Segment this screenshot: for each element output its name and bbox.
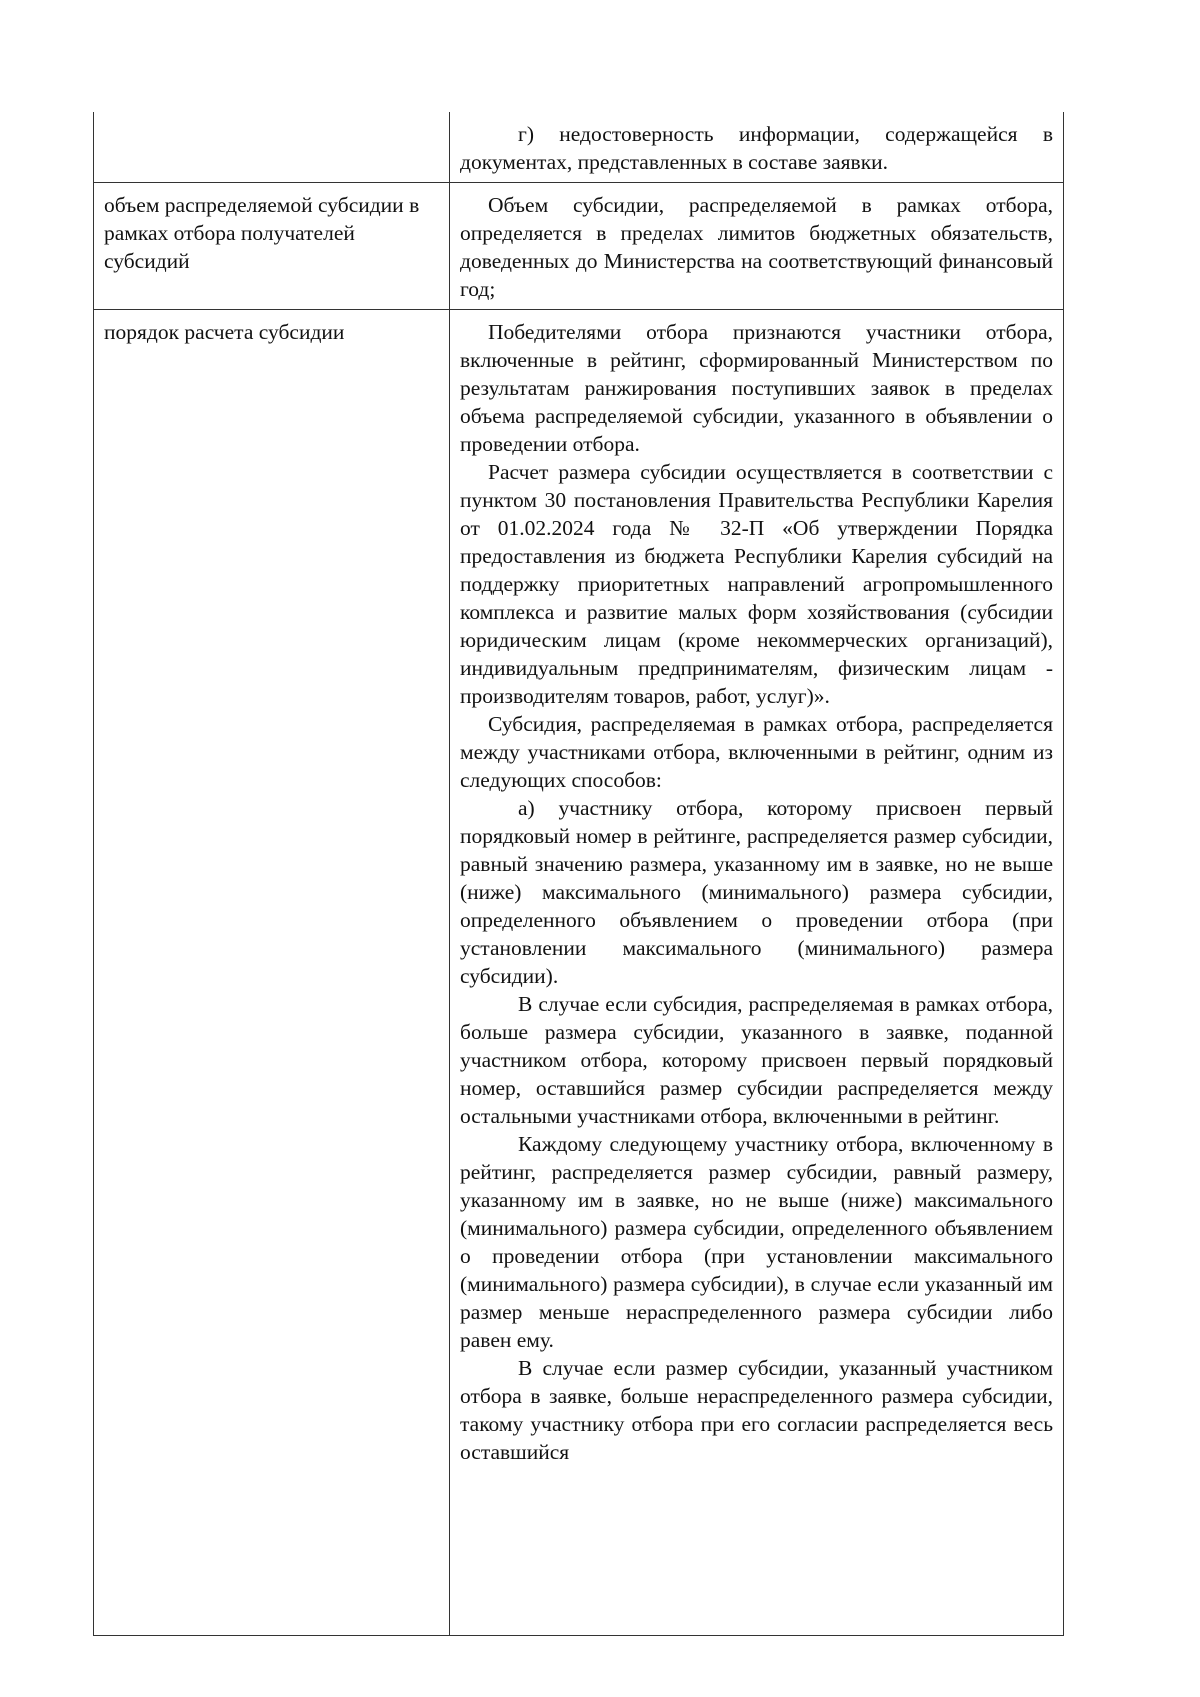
table-row xyxy=(94,112,1064,183)
row-content-cell xyxy=(450,112,1064,183)
row-label-cell xyxy=(94,310,450,1636)
row-content-cell xyxy=(450,310,1064,1636)
row-label: объем распределяемой субсидии в рамках отбора получателей субсидий xyxy=(104,193,420,273)
paragraph: Победителями отбора признаются участники отбора, включенные в рейтинг, сформированный Министерством по результатам ранжирования поступивших заявок в пределах объема распределяемой субсидии, указанного в объявлении о проведении отбора. xyxy=(460,320,1053,456)
paragraph: Расчет размера субсидии осуществляется в соответствии с пунктом 30 постановления Правительства Республики Карелия от 01.02.2024 года № 32-П «Об утверждении Порядка предоставления из бюджета Республики Карелия субсидий на поддержку приоритетных направлений агропромышленного комплекса и развитие малых форм хозяйствования (субсидии юридическим лицам (кроме некоммерческих организаций), индивидуальным предпринимателям, физическим лицам - производителям товаров, работ, услуг)». xyxy=(460,460,1053,708)
row-label xyxy=(94,112,449,126)
paragraph: а) участнику отбора, которому присвоен первый порядковый номер в рейтинге, распределяется размер субсидии, равный значению размера, указанному им в заявке, но не выше (ниже) максимального (минимального) размера субсидии, определенного объявлением о проведении отбора (при установлении максимального (минимального) размера субсидии). xyxy=(460,796,1053,988)
row-label: порядок расчета субсидии xyxy=(104,320,345,344)
paragraph: Объем субсидии, распределяемой в рамках отбора, определяется в пределах лимитов бюджетных обязательств, доведенных до Министерства на соответствующий финансовый год; xyxy=(460,193,1053,301)
row-label-cell xyxy=(94,112,450,183)
table-row xyxy=(94,183,1064,310)
paragraph: В случае если субсидия, распределяемая в рамках отбора, больше размера субсидии, указанного в заявке, поданной участником отбора, которому присвоен первый порядковый номер, оставшийся размер субсидии распределяется между остальными участниками отбора, включенными в рейтинг. xyxy=(460,992,1053,1128)
row-label-cell xyxy=(94,183,450,310)
paragraph: В случае если размер субсидии, указанный участником отбора в заявке, больше нераспределенного размера субсидии, такому участнику отбора при его согласии распределяется весь оставшийся xyxy=(460,1356,1053,1464)
paragraph: Каждому следующему участнику отбора, включенному в рейтинг, распределяется размер субсидии, равный размеру, указанному им в заявке, но не выше (ниже) максимального (минимального) размера субсидии, определенного объявлением о проведении отбора (при установлении максимального (минимального) размера субсидии), в случае если указанный им размер меньше нераспределенного размера субсидии либо равен ему. xyxy=(460,1132,1053,1352)
paragraph: г) недостоверность информации, содержащейся в документах, представленных в составе заявки. xyxy=(460,122,1053,174)
table-row xyxy=(94,310,1064,1636)
row-content-cell xyxy=(450,183,1064,310)
document-table xyxy=(93,112,1064,1636)
paragraph: Субсидия, распределяемая в рамках отбора, распределяется между участниками отбора, включенными в рейтинг, одним из следующих способов: xyxy=(460,712,1053,792)
